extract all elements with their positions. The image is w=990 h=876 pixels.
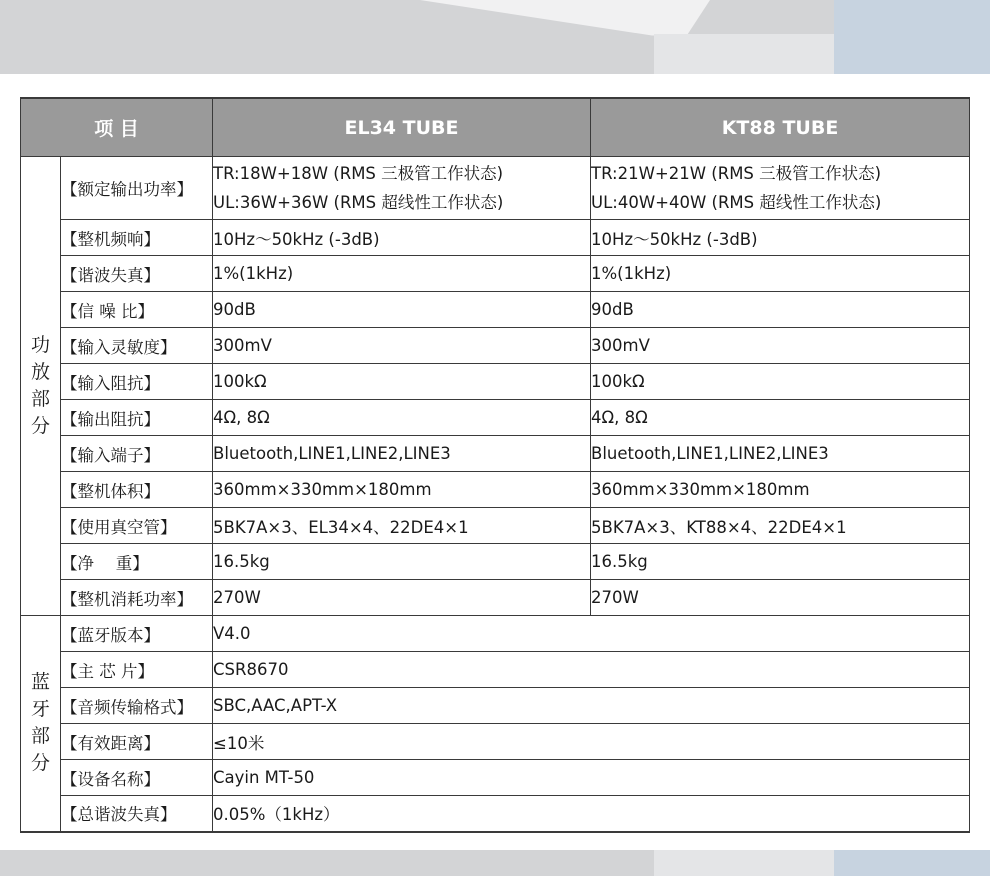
kt88-value: 100kΩ: [591, 364, 970, 400]
row-label: 【设备名称】: [61, 760, 213, 796]
row-label: 【主 芯 片】: [61, 652, 213, 688]
bt-value: SBC,AAC,APT-X: [213, 688, 970, 724]
el34-value: 5BK7A×3、EL34×4、22DE4×1: [213, 508, 591, 544]
table-row: [21, 760, 970, 796]
bt-value: 0.05%（1kHz）: [213, 796, 970, 832]
bottom-decor-blue-block: [834, 850, 990, 876]
kt88-value: Bluetooth,LINE1,LINE2,LINE3: [591, 436, 970, 472]
bt-value: CSR8670: [213, 652, 970, 688]
table-row: [21, 508, 970, 544]
header-item: 项 目: [21, 98, 213, 157]
row-label: 【蓝牙版本】: [61, 616, 213, 652]
table-row: [21, 400, 970, 436]
kt88-value: 1%(1kHz): [591, 256, 970, 292]
kt88-value: 16.5kg: [591, 544, 970, 580]
kt88-value: 5BK7A×3、KT88×4、22DE4×1: [591, 508, 970, 544]
table-row: [21, 580, 970, 616]
table-row: [21, 724, 970, 760]
bt-value: V4.0: [213, 616, 970, 652]
kt88-value: 10Hz～50kHz (-3dB): [591, 220, 970, 256]
table-row: [21, 220, 970, 256]
el34-value: Bluetooth,LINE1,LINE2,LINE3: [213, 436, 591, 472]
header-kt88: KT88 TUBE: [591, 98, 970, 157]
table-row: [21, 436, 970, 472]
row-label: 【输出阻抗】: [61, 400, 213, 436]
table-row: [21, 796, 970, 832]
amp-section-label: 功 放 部 分: [21, 157, 61, 616]
el34-value: 10Hz～50kHz (-3dB): [213, 220, 591, 256]
row-label: 【输入阻抗】: [61, 364, 213, 400]
el34-value: 90dB: [213, 292, 591, 328]
row-label: 【整机消耗功率】: [61, 580, 213, 616]
table-row: [21, 616, 970, 652]
spec-table-header: [21, 98, 970, 157]
top-decor-blue-block: [834, 0, 990, 74]
el34-value: 270W: [213, 580, 591, 616]
bt-value: Cayin MT-50: [213, 760, 970, 796]
header-el34: EL34 TUBE: [213, 98, 591, 157]
el34-value: 1%(1kHz): [213, 256, 591, 292]
kt88-value: 270W: [591, 580, 970, 616]
row-label: 【谐波失真】: [61, 256, 213, 292]
el34-value: 4Ω, 8Ω: [213, 400, 591, 436]
el34-value: 100kΩ: [213, 364, 591, 400]
table-row: [21, 364, 970, 400]
table-row: [21, 472, 970, 508]
top-decor-band: [0, 0, 990, 74]
row-label: 【整机体积】: [61, 472, 213, 508]
table-row: [21, 157, 970, 220]
el34-value: 360mm×330mm×180mm: [213, 472, 591, 508]
table-row: [21, 328, 970, 364]
row-label: 【有效距离】: [61, 724, 213, 760]
table-row: [21, 544, 970, 580]
bottom-decor-light-block: [654, 850, 834, 876]
table-row: [21, 688, 970, 724]
top-decor-light-block: [654, 34, 834, 74]
bt-value: ≤10米: [213, 724, 970, 760]
bt-section-label: 蓝 牙 部 分: [21, 616, 61, 832]
row-label: 【使用真空管】: [61, 508, 213, 544]
table-row: [21, 652, 970, 688]
row-label: 【整机频响】: [61, 220, 213, 256]
kt88-value: 360mm×330mm×180mm: [591, 472, 970, 508]
kt88-value: TR:21W+21W (RMS 三极管工作状态) UL:40W+40W (RMS 超线性工作状态): [591, 157, 970, 220]
spec-table: [20, 97, 970, 833]
row-label: 【额定输出功率】: [61, 157, 213, 220]
row-label: 【输入端子】: [61, 436, 213, 472]
el34-value: 16.5kg: [213, 544, 591, 580]
row-label: 【净 重】: [61, 544, 213, 580]
row-label: 【输入灵敏度】: [61, 328, 213, 364]
row-label: 【音频传输格式】: [61, 688, 213, 724]
el34-value: TR:18W+18W (RMS 三极管工作状态) UL:36W+36W (RMS 超线性工作状态): [213, 157, 591, 220]
kt88-value: 300mV: [591, 328, 970, 364]
kt88-value: 90dB: [591, 292, 970, 328]
row-label: 【总谐波失真】: [61, 796, 213, 832]
el34-value: 300mV: [213, 328, 591, 364]
kt88-value: 4Ω, 8Ω: [591, 400, 970, 436]
row-label: 【信 噪 比】: [61, 292, 213, 328]
table-row: [21, 292, 970, 328]
table-row: [21, 256, 970, 292]
bottom-decor-band: [0, 850, 990, 876]
